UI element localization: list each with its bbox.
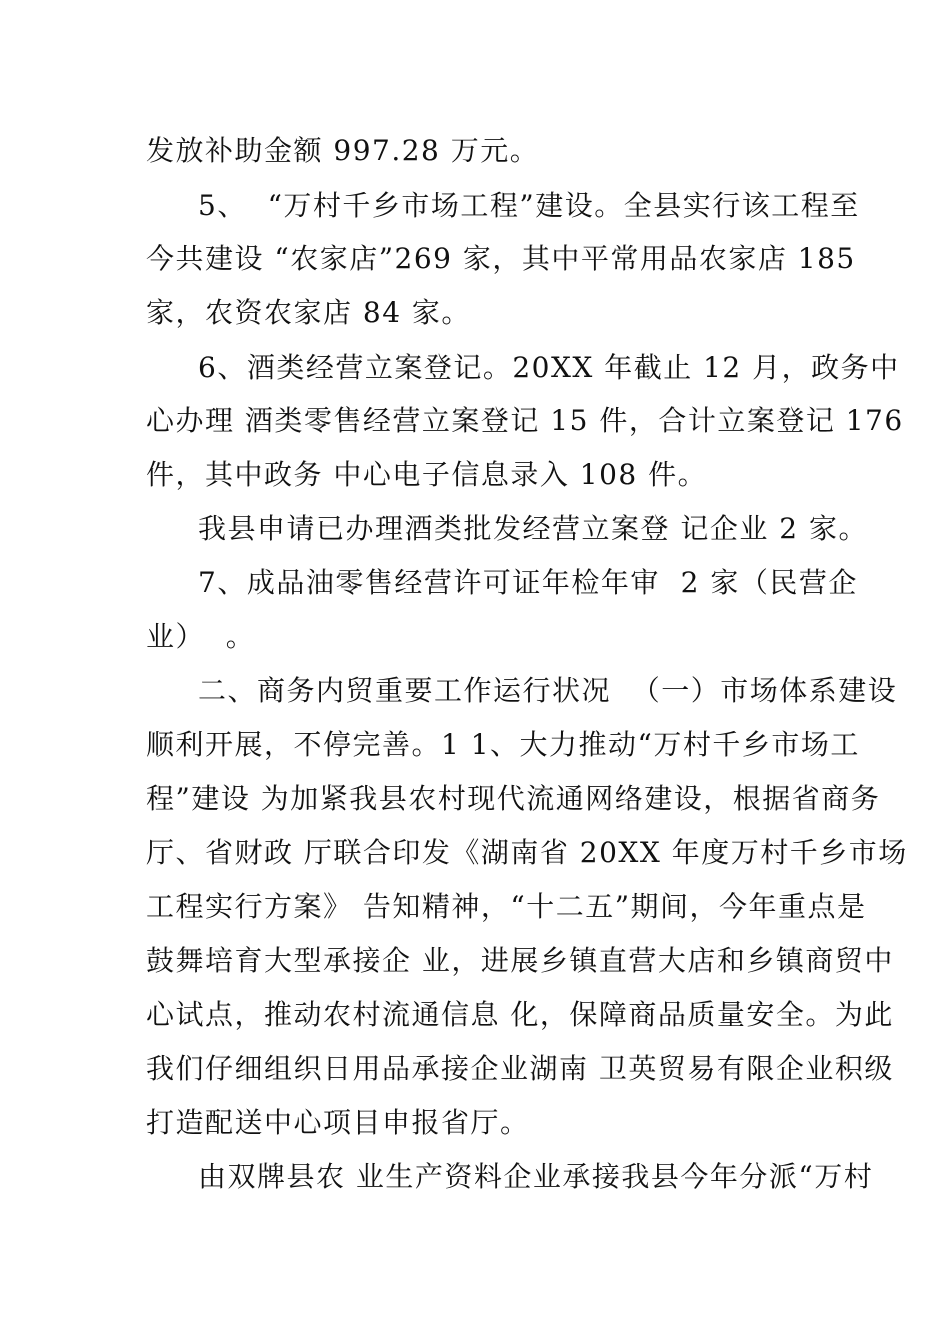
text-line: 发放补助金额 997.28 万元。	[146, 134, 540, 167]
text-line: 心试点，推动农村流通信息 化，保障商品质量安全。为此	[146, 998, 894, 1031]
text-line: 顺利开展，不停完善。1 1、大力推动“万村千乡市场工	[146, 728, 860, 761]
text-line: 厅、省财政 厅联合印发《湖南省 20XX 年度万村千乡市场	[146, 836, 908, 869]
text-line: 打造配送中心项目申报省厅。	[146, 1106, 530, 1139]
text-line: 工程实行方案》 告知精神，“十二五”期间，今年重点是	[146, 890, 867, 923]
text-line: 7、成品油零售经营许可证年检年审 2 家（民营企	[198, 566, 858, 599]
text-line: 今共建设 “农家店”269 家，其中平常用品农家店 185	[146, 242, 856, 275]
text-line: 由双牌县农 业生产资料企业承接我县今年分派“万村	[198, 1160, 874, 1193]
text-line: 程”建设 为加紧我县农村现代流通网络建设，根据省商务	[146, 782, 881, 815]
text-line: 5、 “万村千乡市场工程”建设。全县实行该工程至	[198, 189, 860, 222]
text-line: 二、商务内贸重要工作运行状况 （一）市场体系建设	[198, 674, 898, 707]
text-line: 我们仔细组织日用品承接企业湖南 卫英贸易有限企业积级	[146, 1052, 894, 1085]
text-line: 家，农资农家店 84 家。	[146, 296, 471, 329]
text-line: 业） 。	[146, 620, 256, 653]
text-line: 鼓舞培育大型承接企 业，进展乡镇直营大店和乡镇商贸中	[146, 944, 894, 977]
text-line: 我县申请已办理酒类批发经营立案登 记企业 2 家。	[198, 512, 869, 545]
text-line: 6、酒类经营立案登记。20XX 年截止 12 月，政务中	[198, 351, 900, 384]
text-line: 心办理 酒类零售经营立案登记 15 件，合计立案登记 176	[146, 404, 904, 437]
text-line: 件，其中政务 中心电子信息录入 108 件。	[146, 458, 708, 491]
